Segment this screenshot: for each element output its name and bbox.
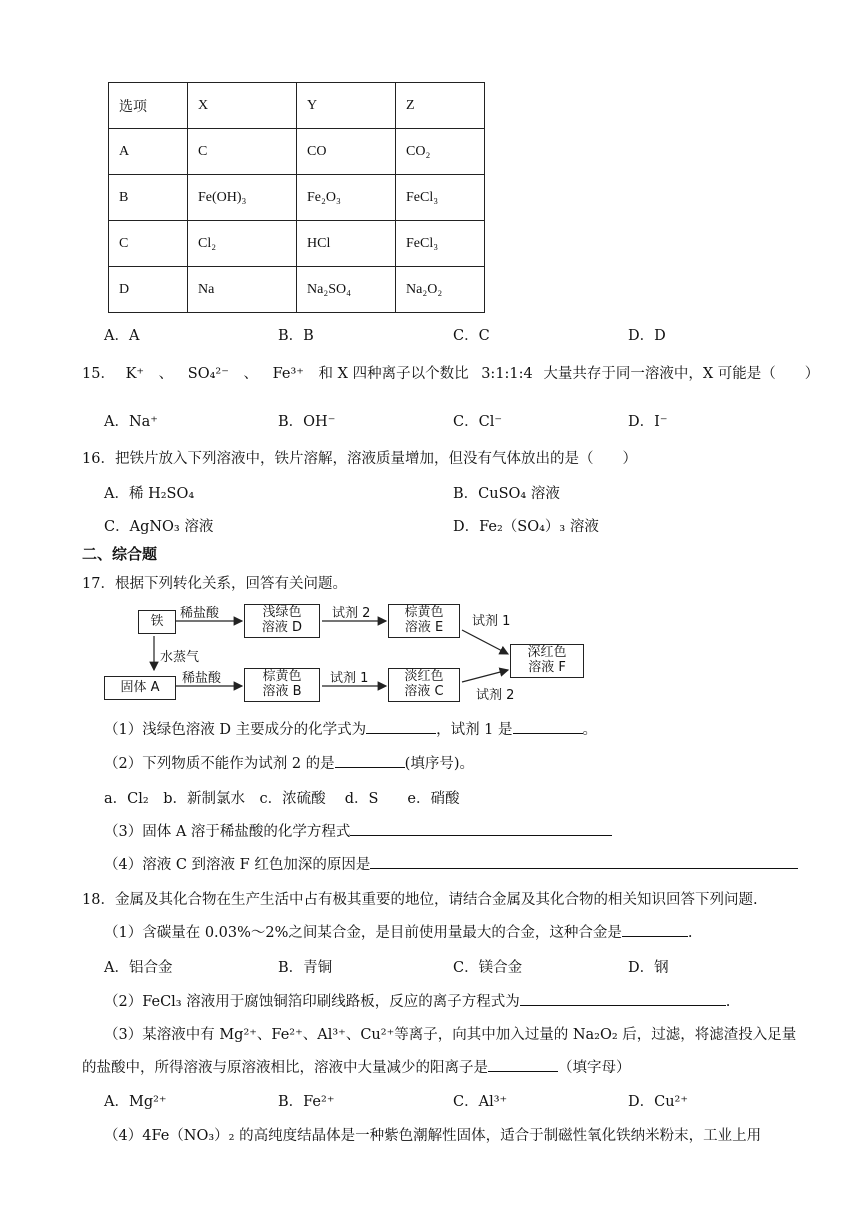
section-heading: 二、综合题 — [82, 545, 158, 563]
table-cell: B — [109, 175, 188, 221]
box-solution-c — [388, 668, 460, 702]
q15-choice-c: C．Cl⁻ — [453, 414, 502, 430]
label-reagent1-mid: 试剂 1 — [330, 671, 369, 686]
box-solution-d — [244, 604, 320, 638]
answer-blank[interactable] — [520, 991, 726, 1006]
q17-sub2-options: a．Cl₂ b．新制氯水 c．浓硫酸 d．S e．硝酸 — [104, 791, 460, 807]
separator: 、 — [158, 366, 174, 382]
q18-sub1-choice-c: C．镁合金 — [453, 960, 523, 976]
table-cell: FeCl₃ — [396, 175, 485, 221]
q17-sub2-text: (填序号)。 — [404, 756, 474, 772]
q18-sub3-choice-d: D．Cu²⁺ — [628, 1094, 689, 1110]
q17-sub4-text: （4）溶液 C 到溶液 F 红色加深的原因是 — [104, 857, 371, 873]
q18-sub2-text: . — [725, 994, 731, 1010]
box-text: 浅绿色 — [262, 605, 302, 620]
q18-sub1-choice-a: A．铝合金 — [104, 960, 173, 976]
options-table — [108, 82, 485, 313]
answer-blank[interactable] — [488, 1057, 558, 1072]
q14-choice-c: C．C — [453, 328, 490, 344]
table-cell: HCl — [297, 221, 396, 267]
box-text: 棕黄色 — [262, 669, 302, 684]
q16-stem: 16．把铁片放入下列溶液中，铁片溶解，溶液质量增加，但没有气体放出的是（ ） — [82, 451, 637, 467]
box-solution-e — [388, 604, 460, 638]
q17-sub1-text: （1）浅绿色溶液 D 主要成分的化学式为 — [104, 722, 367, 738]
table-cell: D — [109, 267, 188, 313]
q18-sub1-text: . — [687, 925, 693, 941]
q17-sub1-text: ，试剂 1 是 — [436, 722, 513, 738]
box-text: 溶液 C — [404, 684, 444, 699]
q15-number: 15． — [82, 366, 115, 382]
ion-k: K⁺ — [125, 366, 145, 382]
q17-sub1 — [104, 718, 597, 739]
q18-sub3-choice-c: C．Al³⁺ — [453, 1094, 508, 1110]
answer-blank[interactable] — [366, 719, 436, 734]
table-cell: FeCl₃ — [396, 221, 485, 267]
q15-choice-a: A．Na⁺ — [104, 414, 158, 430]
table-row — [109, 221, 485, 267]
table-header-cell: Y — [297, 83, 396, 129]
q18-sub3-line2 — [82, 1056, 631, 1077]
box-text: 溶液 E — [404, 620, 444, 635]
ion-so4: SO₄²⁻ — [187, 366, 229, 382]
box-text: 溶液 F — [528, 660, 566, 675]
box-text: 棕黄色 — [404, 605, 444, 620]
q15-choice-d: D．I⁻ — [628, 414, 668, 430]
answer-blank[interactable] — [350, 821, 612, 836]
q18-sub3-text: 的盐酸中，所得溶液与原溶液相比，溶液中大量减少的阳离子是 — [82, 1060, 488, 1076]
q16-choice-a: A．稀 H₂SO₄ — [104, 486, 195, 502]
q18-sub2 — [104, 990, 730, 1011]
answer-blank[interactable] — [335, 753, 405, 768]
table-header-cell: X — [188, 83, 297, 129]
q15-text-mid: 和 X 四种离子以个数比 — [318, 366, 469, 382]
answer-blank[interactable] — [622, 922, 688, 937]
q17-sub1-text: 。 — [582, 722, 598, 738]
separator: 、 — [243, 366, 258, 382]
q17-sub3-text: （3）固体 A 溶于稀盐酸的化学方程式 — [104, 824, 351, 840]
q17-stem: 17．根据下列转化关系，回答有关问题。 — [82, 576, 347, 592]
q16-choice-d: D．Fe₂（SO₄）₃ 溶液 — [453, 519, 599, 535]
q17-sub3 — [104, 820, 612, 841]
box-text: 淡红色 — [404, 669, 444, 684]
table-cell: CO — [297, 129, 396, 175]
q18-sub3-choice-a: A．Mg²⁺ — [104, 1094, 167, 1110]
q18-sub3-choice-b: B．Fe²⁺ — [278, 1094, 335, 1110]
q18-sub3-line1: （3）某溶液中有 Mg²⁺、Fe²⁺、Al³⁺、Cu²⁺等离子，向其中加入过量的 Na₂O₂ 后，过滤，将滤渣投入足量 — [104, 1027, 797, 1043]
q15-ratio: 3:1:1:4 — [481, 366, 533, 382]
box-solution-b — [244, 668, 320, 702]
table-row — [109, 129, 485, 175]
q18-stem: 18．金属及其化合物在生产生活中占有极其重要的地位，请结合金属及其化合物的相关知识回答下列问题. — [82, 892, 758, 908]
q17-sub2-text: （2）下列物质不能作为试剂 2 的是 — [104, 756, 335, 772]
table-cell: Na₂SO₄ — [297, 267, 396, 313]
label-steam: 水蒸气 — [160, 650, 200, 665]
q15-choice-b: B．OH⁻ — [278, 414, 336, 430]
q16-choice-b: B．CuSO₄ 溶液 — [453, 486, 560, 502]
label-hcl-bottom: 稀盐酸 — [182, 671, 222, 686]
table-cell: Na₂O₂ — [396, 267, 485, 313]
q18-sub4: （4）4Fe（NO₃）₂ 的高纯度结晶体是一种紫色潮解性固体，适合于制磁性氧化铁纳米粉末，工业上用 — [104, 1128, 762, 1144]
box-text: 溶液 B — [262, 684, 302, 699]
q15-stem — [82, 362, 819, 383]
q18-sub1-choice-b: B．青铜 — [278, 960, 333, 976]
table-header-row — [109, 83, 485, 129]
q15-text-end: 大量共存于同一溶液中，X 可能是（ ） — [543, 366, 820, 382]
table-cell: Cl₂ — [188, 221, 297, 267]
table-cell: Na — [188, 267, 297, 313]
table-header-cell: Z — [396, 83, 485, 129]
table-cell: C — [109, 221, 188, 267]
table-cell: CO₂ — [396, 129, 485, 175]
table-row — [109, 267, 485, 313]
q18-sub3-text: （填字母） — [558, 1060, 631, 1076]
q14-choice-b: B．B — [278, 328, 314, 344]
table-header-cell: 选项 — [109, 83, 188, 129]
q18-sub1 — [104, 921, 693, 942]
box-text: 深红色 — [527, 645, 567, 660]
q16-choice-c: C．AgNO₃ 溶液 — [104, 519, 214, 535]
q18-sub2-text: （2）FeCl₃ 溶液用于腐蚀铜箔印刷线路板，反应的离子方程式为 — [104, 994, 520, 1010]
label-reagent1-top: 试剂 1 — [472, 614, 511, 629]
q18-sub1-choice-d: D．钢 — [628, 960, 669, 976]
label-reagent2-top: 试剂 2 — [332, 606, 371, 621]
table-cell: Fe₂O₃ — [297, 175, 396, 221]
answer-blank[interactable] — [513, 719, 583, 734]
table-row — [109, 175, 485, 221]
box-iron: 铁 — [138, 610, 176, 634]
label-reagent2-bottom: 试剂 2 — [476, 688, 515, 703]
q17-sub4 — [104, 853, 798, 874]
ion-fe3: Fe³⁺ — [272, 366, 304, 382]
table-cell: A — [109, 129, 188, 175]
label-hcl-top: 稀盐酸 — [180, 606, 220, 621]
q17-sub2 — [104, 752, 474, 773]
box-solution-f — [510, 644, 584, 678]
q14-choice-a: A．A — [104, 328, 140, 344]
answer-blank[interactable] — [370, 854, 798, 869]
table-cell: Fe(OH)₃ — [188, 175, 297, 221]
q18-sub1-text: （1）含碳量在 0.03%～2%之间某合金，是目前使用量最大的合金，这种合金是 — [104, 925, 622, 941]
table-cell: C — [188, 129, 297, 175]
box-solid-a: 固体 A — [104, 676, 176, 700]
box-text: 溶液 D — [261, 620, 303, 635]
q14-choice-d: D．D — [628, 328, 666, 344]
